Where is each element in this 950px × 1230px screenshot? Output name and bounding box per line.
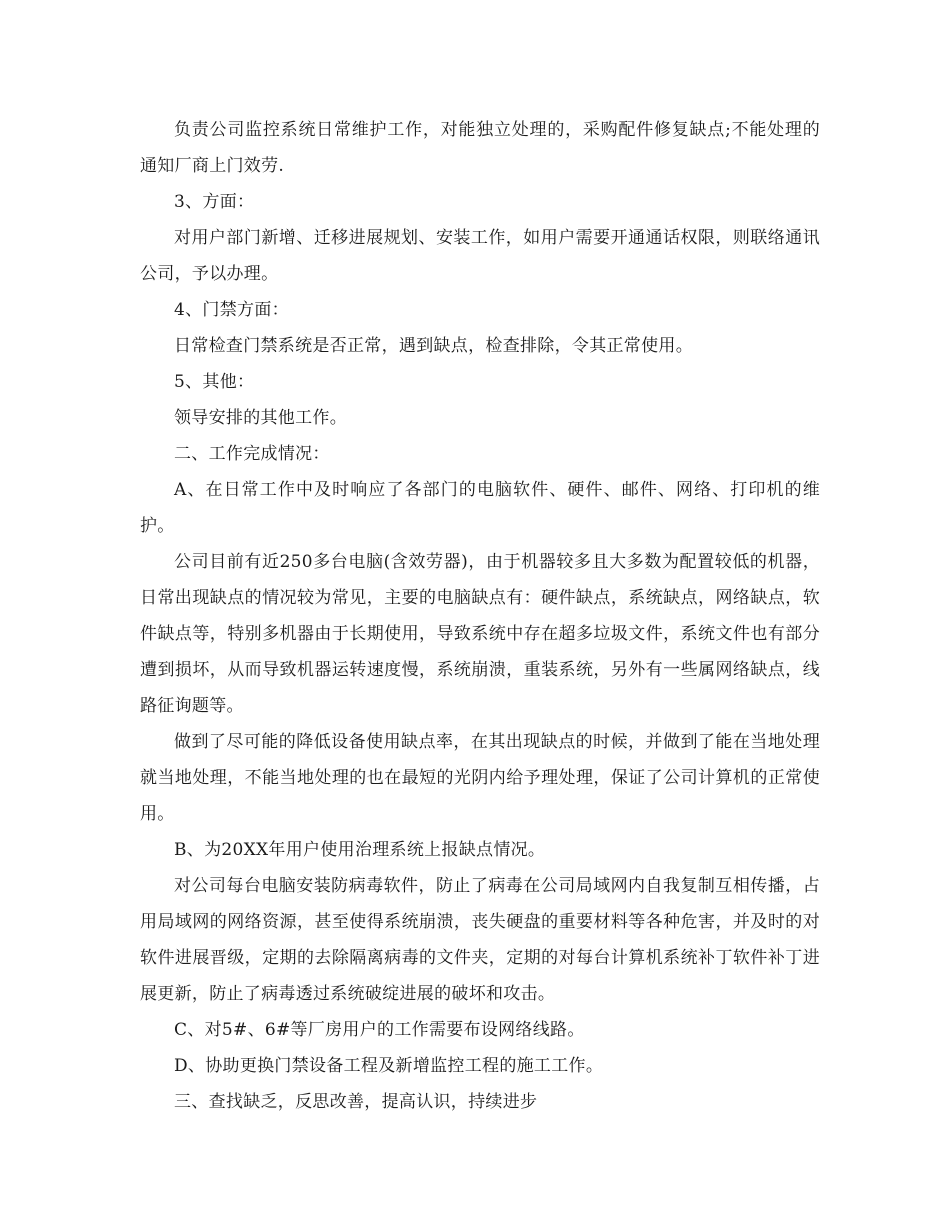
heading-item-5-other: 5、其他： bbox=[174, 372, 255, 392]
heading-item-3: 3、方面： bbox=[174, 192, 255, 212]
paragraph-access-control-check: 日常检查门禁系统是否正常，遇到缺点，检查排除，令其正常使用。 bbox=[174, 336, 693, 356]
paragraph-item-a: A、在日常工作中及时响应了各部门的电脑软件、硬件、邮件、网络、打印机的维护。 bbox=[140, 480, 820, 536]
paragraph-antivirus: 对公司每台电脑安装防病毒软件，防止了病毒在公司局域网内自我复制互相传播，占用局域网的网络资源，甚至使得系统崩溃，丧失硬盘的重要材料等各种危害，并及时的对软件进展晋级，定期的去除隔离病毒的文件夹，定期的对每台计算机系统补丁软件补丁进展更新，防止了病毒透过系统破绽进展的破坏和攻击。 bbox=[140, 876, 820, 1004]
paragraph-fault-handling: 做到了尽可能的降低设备使用缺点率，在其出现缺点的时候，并做到了能在当地处理就当地处理，不能当地处理的也在最短的光阴内给予理处理，保证了公司计算机的正常使用。 bbox=[140, 732, 820, 824]
paragraph-item-d: D、协助更换门禁设备工程及新增监控工程的施工工作。 bbox=[174, 1056, 604, 1076]
section-heading-improvement: 三、查找缺乏，反思改善，提高认识，持续进步 bbox=[174, 1092, 538, 1112]
paragraph-item-b: B、为20XX年用户使用治理系统上报缺点情况。 bbox=[174, 840, 546, 860]
paragraph-maintenance-duty: 负责公司监控系统日常维护工作，对能独立处理的，采购配件修复缺点;不能处理的通知厂商上门效劳. bbox=[140, 120, 820, 176]
paragraph-other-work: 领导安排的其他工作。 bbox=[174, 408, 347, 428]
document-body bbox=[140, 112, 820, 1120]
section-heading-completion: 二、工作完成情况： bbox=[174, 444, 330, 464]
paragraph-item-c: C、对5#、6#等厂房用户的工作需要布设网络线路。 bbox=[174, 1020, 585, 1040]
heading-item-4-access-control: 4、门禁方面： bbox=[174, 300, 289, 320]
paragraph-computer-status: 公司目前有近250多台电脑(含效劳器)，由于机器较多且大多数为配置较低的机器，日常出现缺点的情况较为常见，主要的电脑缺点有：硬件缺点，系统缺点，网络缺点，软件缺点等，特别多机器由于长期使用，导致系统中存在超多垃圾文件，系统文件也有部分遭到损坏，从而导致机器运转速度慢，系统崩溃，重装系统，另外有一些属网络缺点，线路征询题等。 bbox=[140, 552, 820, 716]
paragraph-phone-service: 对用户部门新增、迁移进展规划、安装工作，如用户需要开通通话权限，则联络通讯公司，予以办理。 bbox=[140, 228, 820, 284]
